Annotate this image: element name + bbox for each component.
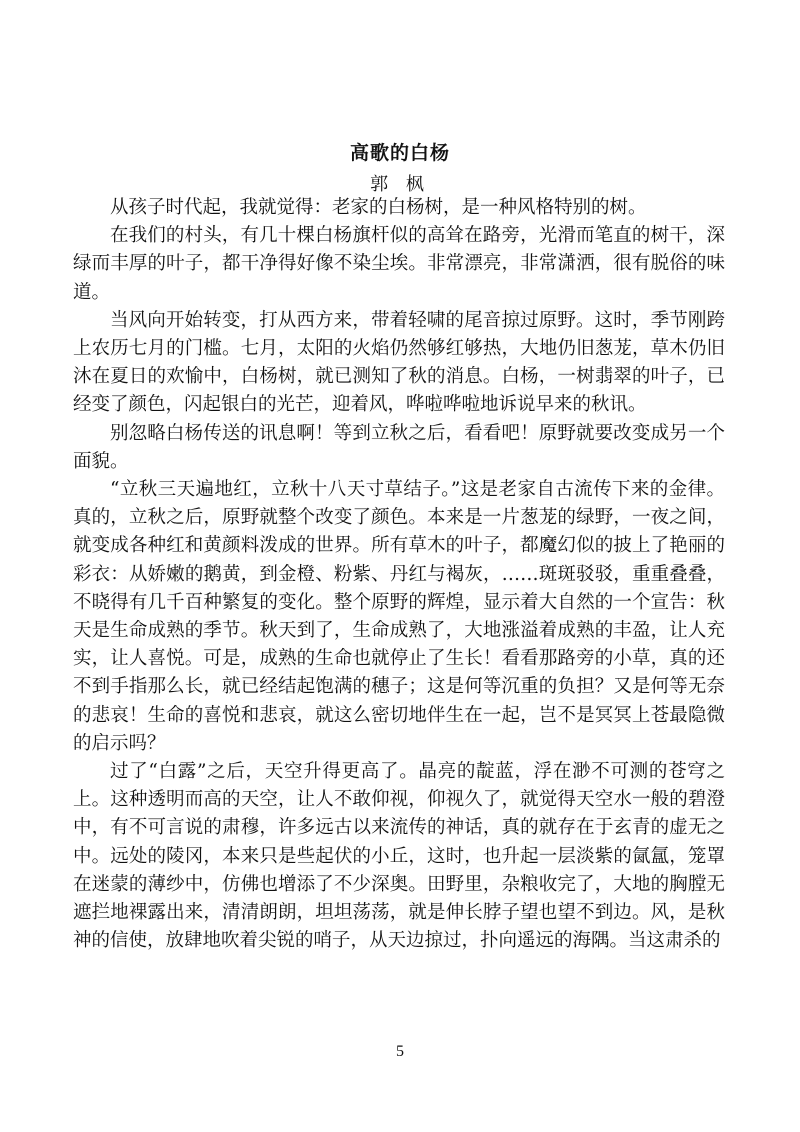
article-author: 郭 枫 [370, 174, 430, 195]
paragraph: 从孩子时代起，我就觉得：老家的白杨树，是一种风格特别的树。 [110, 197, 647, 218]
paragraph: 过了“白露”之后，天空升得更高了。晶亮的靛蓝，浮在渺不可测的苍穹之上。这种透明而高的天空，让人不敢仰视，仰视久了，就觉得天空水一般的碧澄中，有不可言说的肃穆，许多远古以来流传的神话，真的就存在于玄青的虚无之中。远处的陵冈，本来只是些起伏的小丘，这时，也升起一层淡紫的氤氲，笼罩在迷蒙的薄纱中，仿佛也增添了不少深奥。田野里，杂粮收完了，大地的胸膛无遮拦地裸露出来，清清朗朗，坦坦荡荡，就是伸长脖子望也望不到边。风，是秋神的信使，放肆地吹着尖锐的哨子，从天边掠过，扑向遥远的海隅。当这肃杀的 [73, 761, 725, 952]
article-title: 高歌的白杨 [349, 142, 450, 164]
paragraph: 别忽略白杨传送的讯息啊！等到立秋之后，看看吧！原野就要改变成另一个面貌。 [73, 422, 725, 472]
article-body [73, 194, 725, 955]
paragraph: 当风向开始转变，打从西方来，带着轻啸的尾音掠过原野。这时，季节刚跨上农历七月的门槛。七月，太阳的火焰仍然够红够热，大地仍旧葱茏，草木仍旧沐在夏日的欢愉中，白杨树，就已测知了秋的消息。白杨，一树翡翠的叶子，已经变了颜色，闪起银白的光芒，迎着风，哗啦哗啦地诉说早来的秋讯。 [73, 309, 725, 416]
paragraph: “立秋三天遍地红，立秋十八天寸草结子。”这是老家自古流传下来的金律。真的，立秋之后，原野就整个改变了颜色。本来是一片葱茏的绿野，一夜之间，就变成各种红和黄颜料泼成的世界。所有草木的叶子，都魔幻似的披上了艳丽的彩衣：从娇嫩的鹅黄，到金橙、粉紫、丹红与褐灰，……斑斑驳驳，重重叠叠，不晓得有几千百种繁复的变化。整个原野的辉煌，显示着大自然的一个宣告：秋天是生命成熟的季节。秋天到了，生命成熟了，大地涨溢着成熟的丰盈，让人充实，让人喜悦。可是，成熟的生命也就停止了生长！看看那路旁的小草，真的还不到手指那么长，就已经结起饱满的穗子；这是何等沉重的负担？又是何等无奈的悲哀！生命的喜悦和悲哀，就这么密切地伴生在一起，岂不是冥冥上苍最隐微的启示吗？ [73, 479, 725, 754]
paragraph: 在我们的村头，有几十棵白杨旗杆似的高耸在路旁，光滑而笔直的树干，深绿而丰厚的叶子，都干净得好像不染尘埃。非常漂亮，非常潇洒，很有脱俗的味道。 [73, 225, 725, 303]
page-number: 5 [396, 1043, 404, 1060]
